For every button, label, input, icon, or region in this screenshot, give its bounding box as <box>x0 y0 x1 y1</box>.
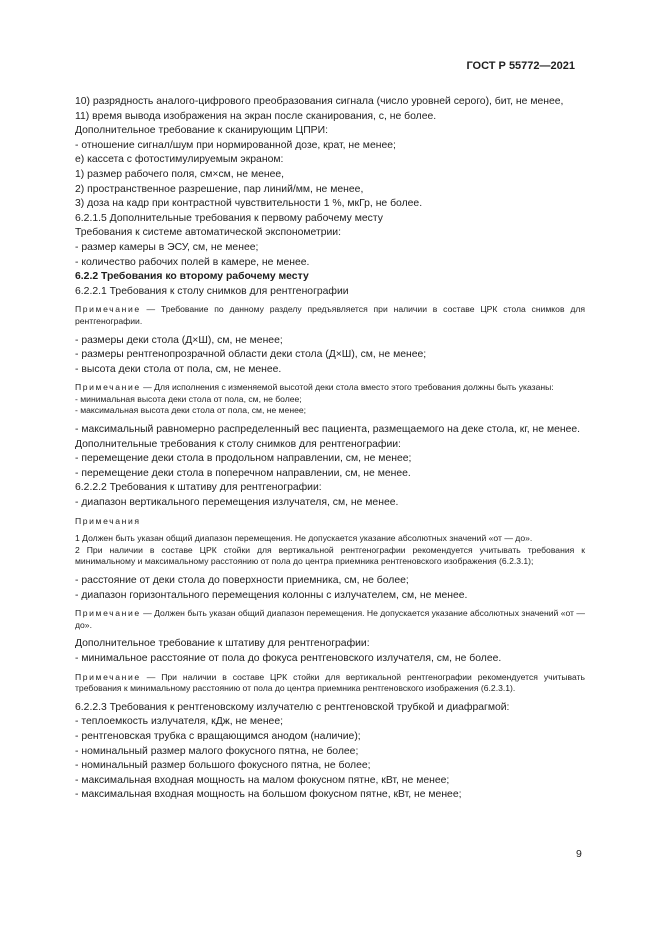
note-label: Примечание <box>75 671 141 682</box>
document-header: ГОСТ Р 55772—2021 <box>466 60 575 72</box>
note-label: Примечание <box>75 382 141 393</box>
note-label: Примечание <box>75 304 141 315</box>
note-text: — Для исполнения с изменяемой высотой деки стола вместо этого требования должны быть указаны: <box>140 382 554 393</box>
note-text: — Должен быть указан общий диапазон перемещения. Не допускается указание абсолютных значений «от — до». <box>75 608 585 630</box>
section-heading: 6.2.1.5 Дополнительные требования к первому рабочему месту <box>75 212 383 224</box>
note-text: — Требование по данному разделу предъявляется при наличии в составе ЦРК стола снимков для рентгенографии. <box>75 304 585 326</box>
note <box>75 672 585 695</box>
list-item: 2) пространственное разрешение, пар линий/мм, не менее, <box>75 183 364 195</box>
list-item: - перемещение деки стола в поперечном направлении, см, не менее. <box>75 467 411 479</box>
note-text: — При наличии в составе ЦРК стойки для вертикальной рентгенографии рекомендуется учитывать требования к минимальному расстоянию от пола до центра приемника рентгеновского изображения (6.2.3.1). <box>75 671 585 694</box>
section-heading: 6.2.2.2 Требования к штативу для рентгенографии: <box>75 482 322 494</box>
list-item: - высота деки стола от пола, см, не менее. <box>75 363 282 375</box>
section-heading: 6.2.2.1 Требования к столу снимков для рентгенографии <box>75 285 349 297</box>
list-item: - номинальный размер большого фокусного пятна, не более; <box>75 760 371 772</box>
list-item: - перемещение деки стола в продольном направлении, см, не менее; <box>75 453 412 465</box>
list-item: - диапазон горизонтального перемещения колонны с излучателем, см, не менее. <box>75 589 468 601</box>
notes-label: Примечания <box>75 515 141 526</box>
page-body <box>75 95 585 803</box>
list-item: 11) время вывода изображения на экран после сканирования, с, не более. <box>75 110 437 122</box>
note-list-item: - максимальная высота деки стола от пола, см, не менее; <box>75 405 307 416</box>
list-item: 3) доза на кадр при контрастной чувствительности 1 %, мкГр, не более. <box>75 198 423 210</box>
list-item: - количество рабочих полей в камере, не менее. <box>75 256 310 268</box>
list-item: - максимальный равномерно распределенный вес пациента, размещаемого на деке стола, кг, не менее. <box>75 424 581 436</box>
section-heading: 6.2.2 Требования ко второму рабочему месту <box>75 271 309 283</box>
section-heading: 6.2.2.3 Требования к рентгеновскому излучателю с рентгеновской трубкой и диафрагмой: <box>75 701 510 713</box>
note-label: Примечание <box>75 608 141 619</box>
note-list-item: - минимальная высота деки стола от пола, см, не более; <box>75 393 302 404</box>
list-item: - максимальная входная мощность на большом фокусном пятне, кВт, не менее; <box>75 789 462 801</box>
paragraph: Дополнительное требование к штативу для рентгенографии: <box>75 638 370 650</box>
list-item: 1) размер рабочего поля, см×см, не менее, <box>75 168 285 180</box>
note <box>75 608 585 631</box>
list-item: - размеры деки стола (Д×Ш), см, не менее; <box>75 334 283 346</box>
list-item: - диапазон вертикального перемещения излучателя, см, не менее. <box>75 497 399 509</box>
note <box>75 304 585 327</box>
list-item: 10) разрядность аналого-цифрового преобразования сигнала (число уровней серого), бит, не менее, <box>75 96 564 107</box>
paragraph: Дополнительное требование к сканирующим ЦПРИ: <box>75 125 328 137</box>
paragraph: е) кассета с фотостимулируемым экраном: <box>75 154 284 166</box>
note-item: 1 Должен быть указан общий диапазон перемещения. Не допускается указание абсолютных значений «от — до». <box>75 533 533 544</box>
list-item: - теплоемкость излучателя, кДж, не менее; <box>75 716 283 728</box>
paragraph: Дополнительные требования к столу снимков для рентгенографии: <box>75 438 401 450</box>
list-item: - отношение сигнал/шум при нормированной дозе, крат, не менее; <box>75 139 396 151</box>
list-item: - размер камеры в ЭСУ, см, не менее; <box>75 241 259 253</box>
paragraph: Требования к системе автоматической экспонометрии: <box>75 227 341 239</box>
notes <box>75 516 585 568</box>
list-item: - минимальное расстояние от пола до фокуса рентгеновского излучателя, см, не более. <box>75 652 502 664</box>
page-number: 9 <box>576 848 582 860</box>
list-item: - размеры рентгенопрозрачной области деки стола (Д×Ш), см, не менее; <box>75 349 427 361</box>
note <box>75 382 585 417</box>
list-item: - номинальный размер малого фокусного пятна, не более; <box>75 745 359 757</box>
list-item: - максимальная входная мощность на малом фокусном пятне, кВт, не менее; <box>75 774 450 786</box>
list-item: - рентгеновская трубка с вращающимся анодом (наличие); <box>75 730 361 742</box>
note-item: 2 При наличии в составе ЦРК стойки для вертикальной рентгенографии рекомендуется учитывать требования к минимальному и максимальному расстоянию от пола до центра приемника рентгеновского изображения (6.2.3.1); <box>75 544 585 567</box>
list-item: - расстояние от деки стола до поверхности приемника, см, не более; <box>75 575 409 586</box>
